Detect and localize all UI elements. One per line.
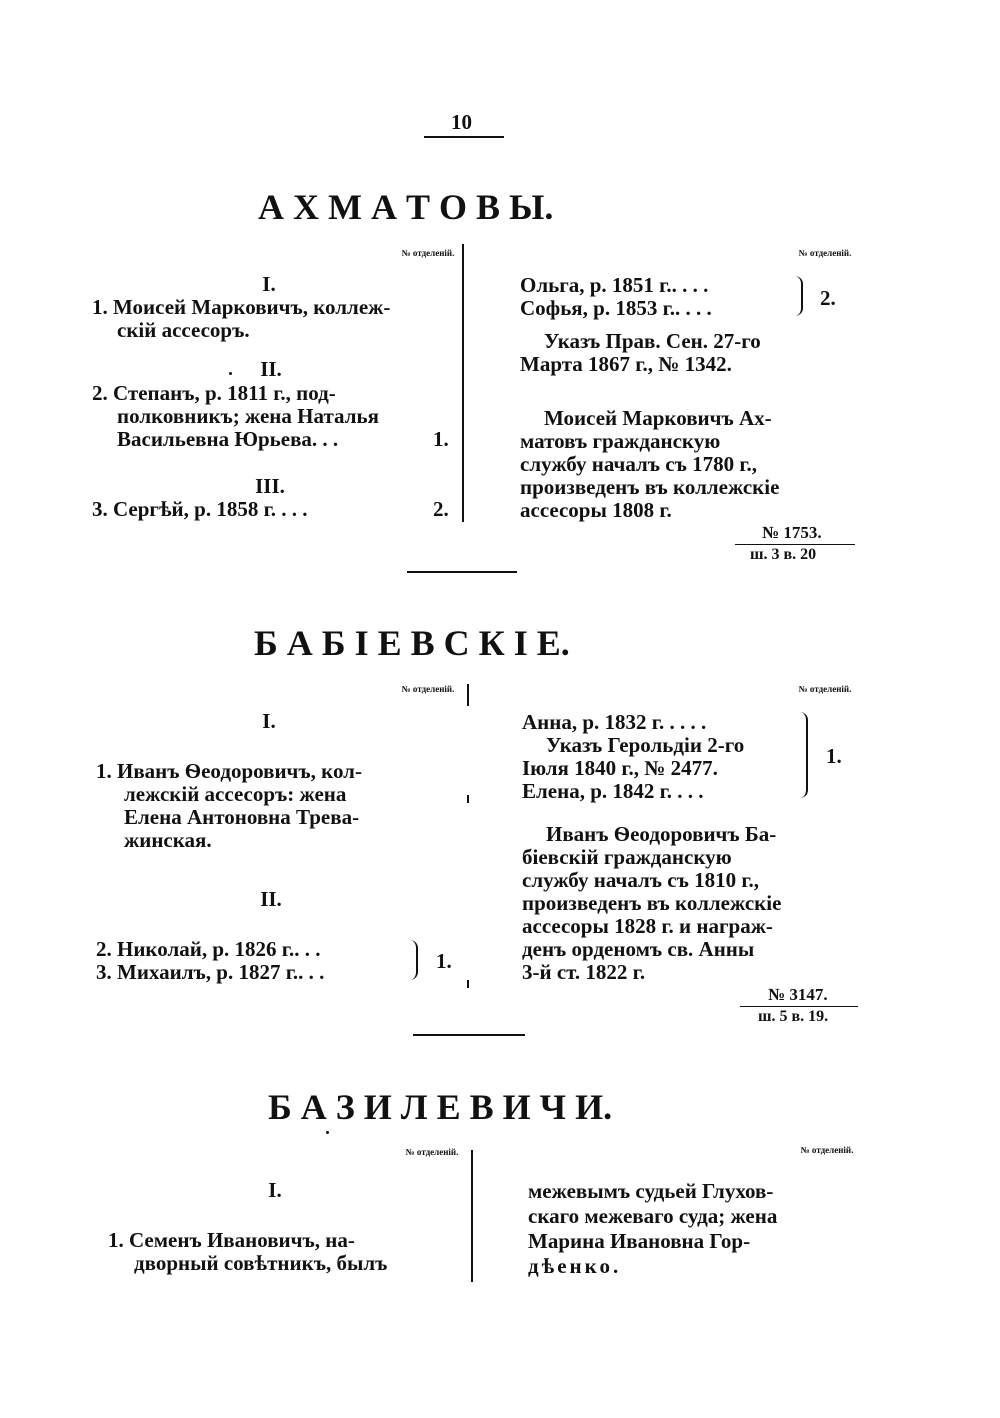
biography-text: скаго межеваго суда; жена [528,1204,778,1228]
branch-number: 2. [820,286,836,310]
entry-text: Елена Антоновна Трева- [124,805,360,829]
entry-text: 2. Николай, р. 1826 г.. . . [96,937,321,961]
entry-text: Елена, р. 1842 г. . . . [522,779,704,803]
grouping-brace [793,276,803,316]
entry-text: Васильевна Юрьева. . . [117,427,339,451]
biography-text: Моисей Марковичъ Ах- [544,406,772,430]
biography-text: Иванъ Ѳеодоровичъ Ба- [546,822,777,846]
reference-rule [735,544,855,545]
column-header: № отделеній. [798,684,852,694]
decree-text: Указъ Прав. Сен. 27-го [544,329,761,353]
entry-text: лежскій ассесоръ: жена [124,782,347,806]
entry-text: 1. Семенъ Ивановичъ, на- [108,1228,355,1252]
entry-text: полковникъ; жена Наталья [117,404,379,428]
branch-number: 2. [433,497,449,521]
archive-reference: № 3147. [768,985,828,1004]
decree-text: Іюля 1840 г., № 2477. [522,756,718,780]
column-header: № отделеній. [800,1145,854,1155]
generation-heading: I. [268,1178,282,1202]
section-separator [413,1034,525,1036]
decree-text: Указъ Герольдіи 2-го [546,733,745,757]
column-divider [471,1150,473,1282]
column-divider [467,684,469,706]
entry-text: 1. Моисей Марковичъ, коллеж- [92,295,391,319]
biography-text: матовъ гражданскую [520,429,721,453]
biography-text: произведенъ въ коллежскіе [522,891,782,915]
biography-text: дѣенко. [528,1254,622,1278]
archive-reference: № 1753. [762,523,822,542]
entry-text: жинская. [124,828,212,852]
entry-text: 1. Иванъ Ѳеодоровичъ, кол- [96,759,362,783]
entry-text: Анна, р. 1832 г. . . . . [522,710,707,734]
generation-heading: I. [262,272,276,296]
biography-text: 3-й ст. 1822 г. [522,960,646,984]
decree-text: Марта 1867 г., № 1342. [520,352,732,376]
biography-text: службу началъ съ 1780 г., [520,452,758,476]
branch-number: 1. [436,949,452,973]
print-speck [326,1131,329,1134]
biography-text: службу началъ съ 1810 г., [522,868,760,892]
entry-text: 3. Михаилъ, р. 1827 г.. . . [96,960,325,984]
print-speck [229,372,232,375]
entry-text: Ольга, р. 1851 г.. . . . [520,273,709,297]
page-number: 10 [451,110,472,134]
generation-heading: II. [260,357,282,381]
section-title-babievskie: Б А Б І Е В С К І Е. [254,623,570,663]
archive-location: ш. 5 в. 19. [758,1008,829,1025]
biography-text: денъ орденомъ св. Анны [522,937,755,961]
generation-heading: I. [262,709,276,733]
column-divider [467,795,469,803]
biography-text: произведенъ въ коллежскіе [520,475,780,499]
biography-text: ассесоры 1808 г. [520,498,672,522]
reference-rule [740,1006,858,1007]
entry-text: дворный совѣтникъ, былъ [134,1251,388,1275]
biography-text: Марина Ивановна Гор- [528,1229,751,1253]
column-divider [462,244,464,522]
entry-text: 3. Сергѣй, р. 1858 г. . . . [92,497,308,521]
column-header: № отделеній. [401,248,455,258]
biography-text: біевскій гражданскую [522,845,732,869]
column-header: № отделеній. [401,684,455,694]
page-number-rule [424,136,504,138]
column-divider [467,980,469,988]
entry-text: скій ассесоръ. [117,318,250,342]
section-title-akhmatovy: А Х М А Т О В Ы. [258,187,554,227]
column-header: № отделеній. [798,248,852,258]
grouping-brace [798,712,808,798]
branch-number: 1. [826,744,842,768]
grouping-brace [408,940,418,980]
entry-text: Софья, р. 1853 г.. . . . [520,296,712,320]
biography-text: ассесоры 1828 г. и награж- [522,914,773,938]
generation-heading: III. [255,474,285,498]
biography-text: межевымъ судьей Глухов- [528,1179,774,1203]
branch-number: 1. [433,427,449,451]
section-title-bazilevichi: Б А З И Л Е В И Ч И. [268,1087,613,1127]
column-header: № отделеній. [405,1147,459,1157]
generation-heading: II. [260,887,282,911]
entry-text: 2. Степанъ, р. 1811 г., под- [92,381,336,405]
section-separator [407,571,517,573]
archive-location: ш. 3 в. 20 [750,546,817,563]
